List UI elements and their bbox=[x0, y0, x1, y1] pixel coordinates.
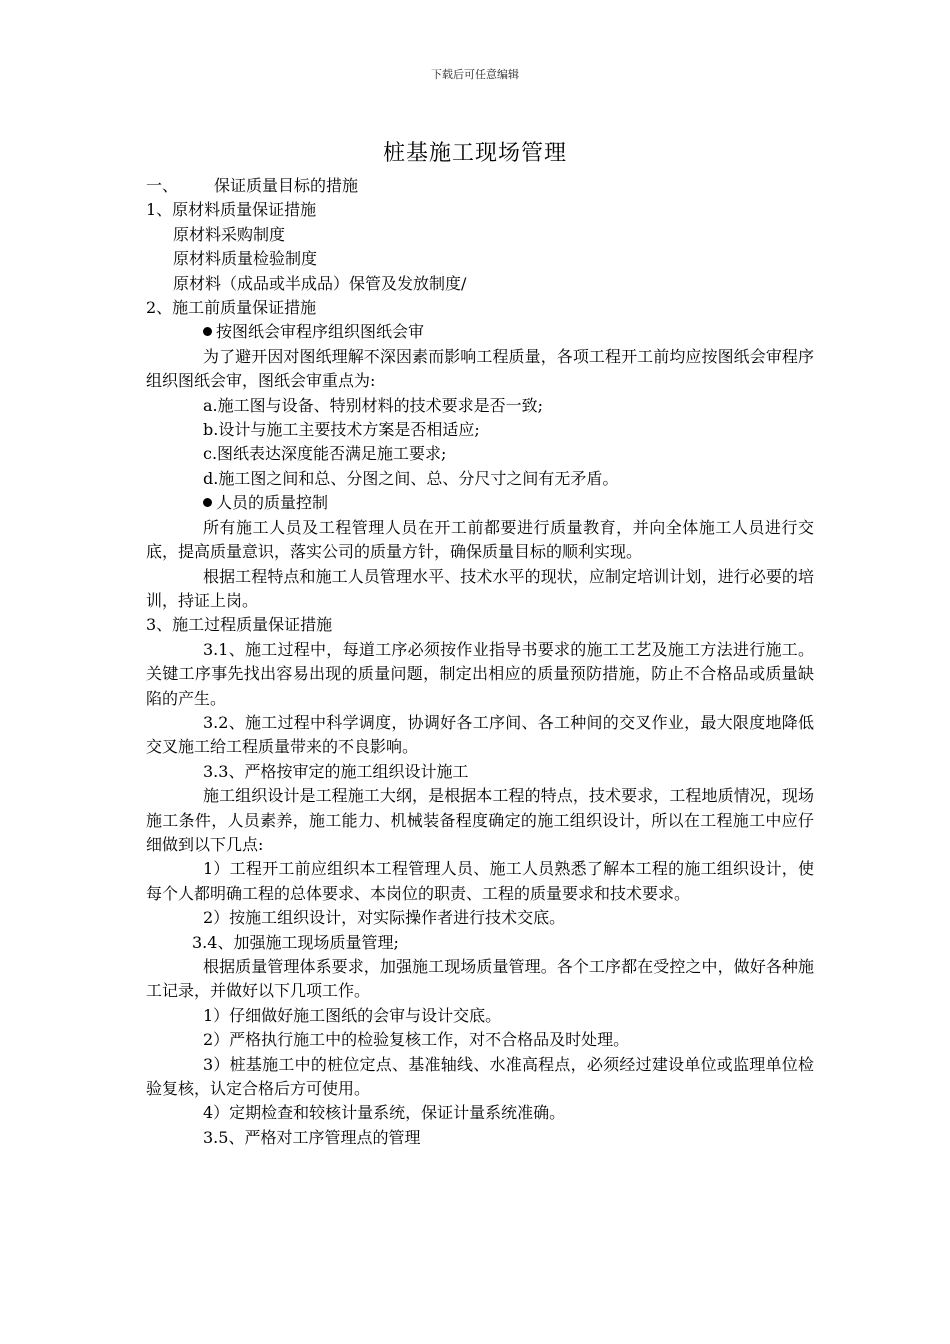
list-item: a.施工图与设备、特别材料的技术要求是否一致; bbox=[203, 395, 544, 415]
sub-sub-heading: 3.5、严格对工序管理点的管理 bbox=[203, 1127, 421, 1147]
bullet-text: 按图纸会审程序组织图纸会审 bbox=[216, 322, 425, 342]
list-item: 原材料采购制度 bbox=[173, 224, 286, 244]
paragraph: 根据质量管理体系要求，加强施工现场质量管理。各个工序都在受控之中，做好各种施工记录，并做好以下几项工作。 bbox=[146, 957, 814, 1001]
list-item: 4）定期检查和较核计量系统，保证计量系统准确。 bbox=[203, 1103, 566, 1123]
list-item: d.施工图之间和总、分图之间、总、分尺寸之间有无矛盾。 bbox=[203, 468, 619, 488]
list-item: 2）严格执行施工中的检验复核工作，对不合格品及时处理。 bbox=[203, 1030, 630, 1050]
sub-heading-2: 2、施工前质量保证措施 bbox=[146, 298, 317, 318]
bullet-dot-icon bbox=[203, 498, 212, 507]
paragraph: 施工组织设计是工程施工大纲，是根据本工程的特点，技术要求，工程地质情况，现场施工条件，人员素养，施工能力、机械装备程度确定的施工组织设计，所以在工程施工中应仔细做到以下几点: bbox=[146, 786, 814, 854]
header-note: 下载后可任意编辑 bbox=[431, 68, 519, 81]
section-1-number: 一、 bbox=[146, 176, 179, 195]
list-item: 原材料（成品或半成品）保管及发放制度/ bbox=[173, 273, 467, 293]
bullet-text: 人员的质量控制 bbox=[216, 493, 329, 513]
section-1-heading bbox=[146, 174, 814, 198]
sub-heading-3: 3、施工过程质量保证措施 bbox=[146, 615, 333, 635]
bullet-dot-icon bbox=[203, 327, 212, 336]
paragraph: 为了避开因对图纸理解不深因素而影响工程质量，各项工程开工前均应按图纸会审程序组织图纸会审，图纸会审重点为: bbox=[146, 346, 814, 391]
list-item: 2）按施工组织设计，对实际操作者进行技术交底。 bbox=[203, 908, 566, 928]
paragraph: 1）工程开工前应组织本工程管理人员、施工人员熟悉了解本工程的施工组织设计，使每个人都明确工程的总体要求、本岗位的职责、工程的质量要求和技术要求。 bbox=[146, 859, 814, 903]
sub-sub-heading: 3.3、严格按审定的施工组织设计施工 bbox=[203, 761, 469, 781]
paragraph: 所有施工人员及工程管理人员在开工前都要进行质量教育，并向全体施工人员进行交底，提高质量意识，落实公司的质量方针，确保质量目标的顺利实现。 bbox=[146, 517, 814, 562]
list-item: 原材料质量检验制度 bbox=[173, 249, 318, 269]
sub-heading-1: 1、原材料质量保证措施 bbox=[146, 200, 317, 220]
bullet-item bbox=[146, 491, 814, 515]
document-body bbox=[146, 174, 814, 1150]
paragraph: 根据工程特点和施工人员管理水平、技术水平的现状，应制定培训计划，进行必要的培训，持证上岗。 bbox=[146, 566, 814, 610]
paragraph: 3）桩基施工中的桩位定点、基准轴线、水准高程点，必须经过建设单位或监理单位检验复核，认定合格后方可使用。 bbox=[146, 1054, 814, 1099]
bullet-item bbox=[146, 320, 814, 344]
list-item: b.设计与施工主要技术方案是否相适应; bbox=[203, 420, 480, 440]
list-item: c.图纸表达深度能否满足施工要求; bbox=[203, 444, 447, 464]
paragraph: 3.1、施工过程中，每道工序必须按作业指导书要求的施工工艺及施工方法进行施工。关键工序事先找出容易出现的质量问题，制定出相应的质量预防措施，防止不合格品或质量缺陷的产生。 bbox=[146, 639, 814, 708]
sub-sub-heading: 3.4、加强施工现场质量管理; bbox=[192, 932, 399, 952]
paragraph: 3.2、施工过程中科学调度，协调好各工序间、各工种间的交叉作业，最大限度地降低交叉施工给工程质量带来的不良影响。 bbox=[146, 712, 814, 757]
page-title: 桩基施工现场管理 bbox=[382, 141, 567, 166]
list-item: 1）仔细做好施工图纸的会审与设计交底。 bbox=[203, 1005, 502, 1025]
section-1-title: 保证质量目标的措施 bbox=[214, 176, 359, 195]
